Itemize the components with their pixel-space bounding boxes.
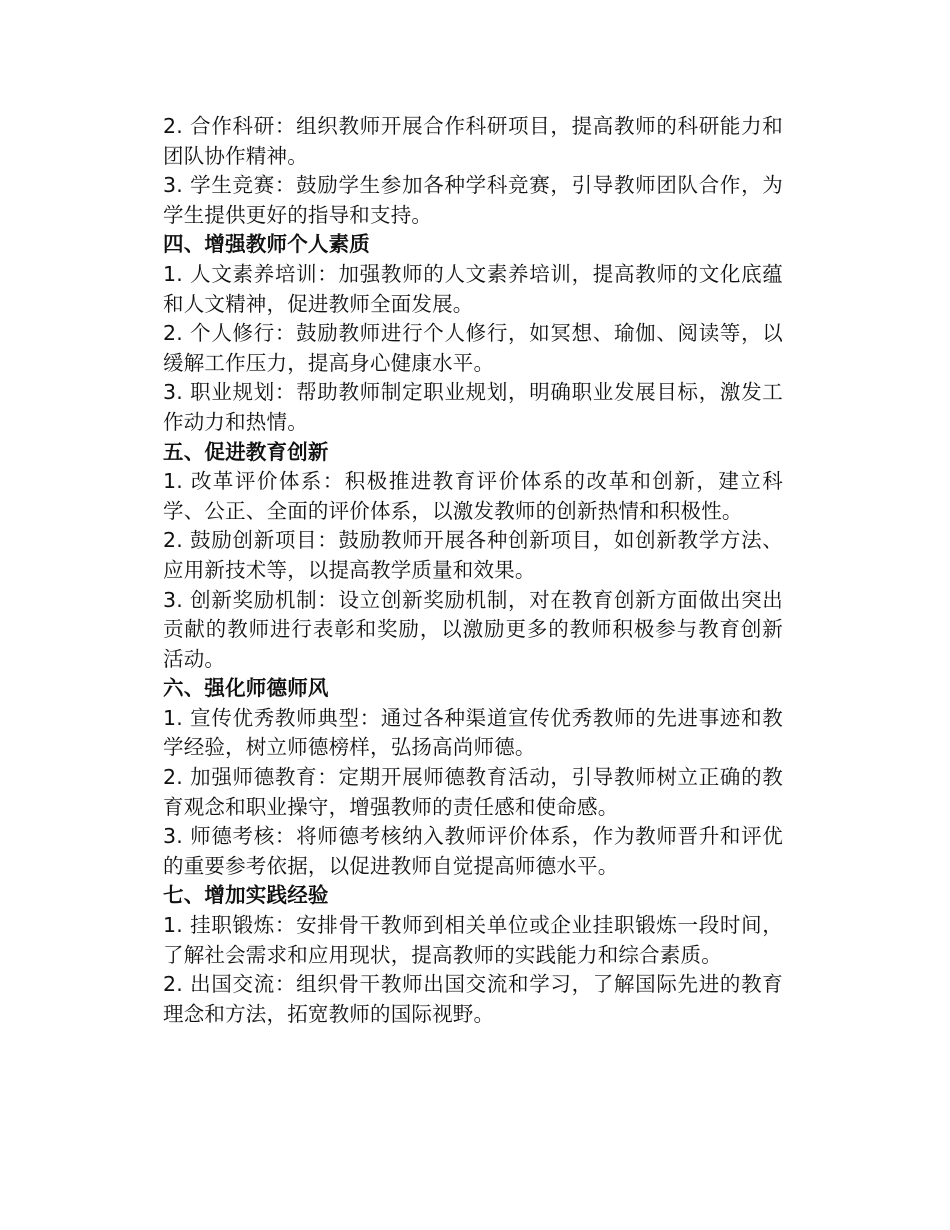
item-student-competition: 3. 学生竞赛：鼓励学生参加各种学科竞赛，引导教师团队合作，为学生提供更好的指导和支持。	[163, 173, 783, 227]
item-innovation-rewards: 3. 创新奖励机制：设立创新奖励机制，对在教育创新方面做出突出贡献的教师进行表彰和奖励，以激励更多的教师积极参与教育创新活动。	[163, 587, 783, 671]
item-model-teachers: 1. 宣传优秀教师典型：通过各种渠道宣传优秀教师的先进事迹和教学经验，树立师德榜样，弘扬高尚师德。	[163, 705, 783, 760]
item-ethics-education: 2. 加强师德教育：定期开展师德教育活动，引导教师树立正确的教育观念和职业操守，增强教师的责任感和使命感。	[163, 765, 783, 819]
item-evaluation-reform: 1. 改革评价体系：积极推进教育评价体系的改革和创新，建立科学、公正、全面的评价体系，以激发教师的创新热情和积极性。	[163, 469, 783, 523]
item-humanities-training: 1. 人文素养培训：加强教师的人文素养培训，提高教师的文化底蕴和人文精神，促进教师全面发展。	[163, 261, 783, 316]
section-heading-5: 五、促进教育创新	[163, 439, 329, 464]
item-personal-cultivation: 2. 个人修行：鼓励教师进行个人修行，如冥想、瑜伽、阅读等，以缓解工作压力，提高身心健康水平。	[163, 321, 783, 375]
item-temporary-posts: 1. 挂职锻炼：安排骨干教师到相关单位或企业挂职锻炼一段时间，了解社会需求和应用现状，提高教师的实践能力和综合素质。	[163, 913, 783, 967]
section-heading-7: 七、增加实践经验	[163, 883, 329, 908]
section-heading-6: 六、强化师德师风	[163, 676, 329, 701]
item-cooperative-research: 2. 合作科研：组织教师开展合作科研项目，提高教师的科研能力和团队协作精神。	[163, 114, 783, 168]
item-ethics-assessment: 3. 师德考核：将师德考核纳入教师评价体系，作为教师晋升和评优的重要参考依据，以促进教师自觉提高师德水平。	[163, 824, 783, 878]
item-career-planning: 3. 职业规划：帮助教师制定职业规划，明确职业发展目标，激发工作动力和热情。	[163, 380, 783, 434]
item-innovation-projects: 2. 鼓励创新项目：鼓励教师开展各种创新项目，如创新教学方法、应用新技术等，以提高教学质量和效果。	[163, 528, 783, 582]
document-page	[163, 112, 783, 1029]
item-overseas-exchange: 2. 出国交流：组织骨干教师出国交流和学习，了解国际先进的教育理念和方法，拓宽教师的国际视野。	[163, 972, 783, 1026]
section-heading-4: 四、增强教师个人素质	[163, 232, 370, 257]
